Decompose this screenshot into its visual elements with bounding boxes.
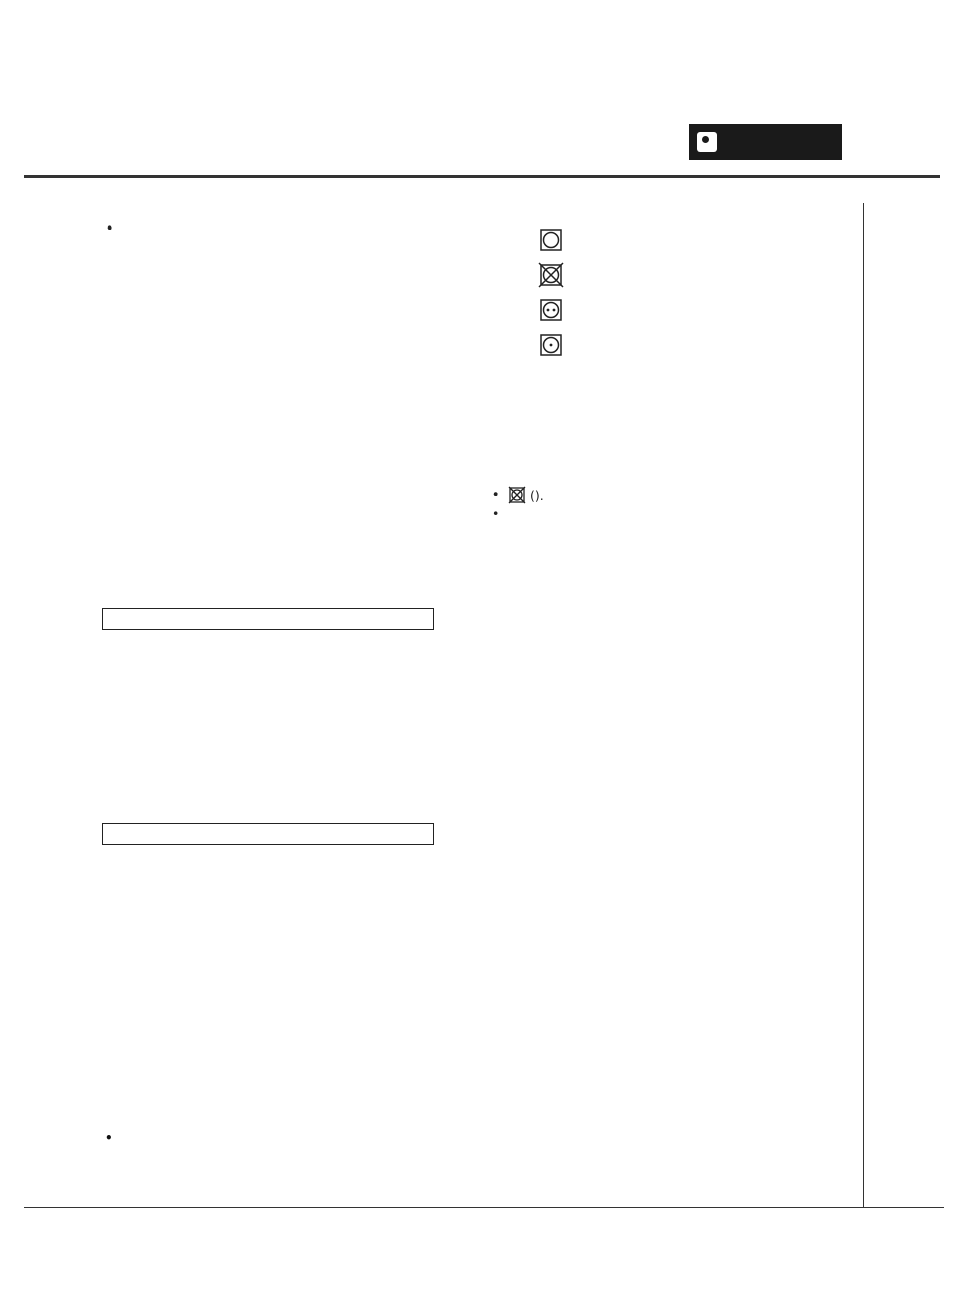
symbol-list: [491, 222, 836, 362]
tumble-dry-low-heat-icon: [540, 334, 562, 356]
section-tabs: [863, 203, 930, 1208]
itcl-code-icon: [508, 486, 526, 504]
what-not-section: [491, 468, 836, 505]
clothes-table: [102, 608, 434, 630]
cool-tumble-note: [105, 1130, 445, 1146]
symbol-row: [491, 257, 836, 292]
symbol-row: [491, 292, 836, 327]
household-header: [103, 824, 434, 845]
wash-care-section: [491, 204, 836, 362]
tumble-dry-high-heat-icon: [540, 299, 562, 321]
household-table: [102, 823, 434, 845]
table-header-row: [103, 824, 434, 845]
list-item: • ().: [491, 486, 836, 505]
tumble-dry-icon: [540, 229, 562, 251]
note2-heading: •: [105, 1131, 113, 1145]
hotpoint-logo-icon: [697, 132, 717, 152]
table-header-row: [103, 609, 434, 630]
sorting-section: [105, 202, 450, 237]
clothes-header: [103, 609, 434, 630]
footer-divider: [24, 1207, 944, 1208]
do-not-tumble-dry-icon: [538, 262, 564, 288]
brand-logo: [689, 124, 842, 160]
weights-note: [105, 591, 149, 609]
symbol-row: [491, 327, 836, 362]
what-not-list: [491, 486, 836, 505]
symbol-row: [491, 222, 836, 257]
header-divider: [24, 175, 940, 178]
